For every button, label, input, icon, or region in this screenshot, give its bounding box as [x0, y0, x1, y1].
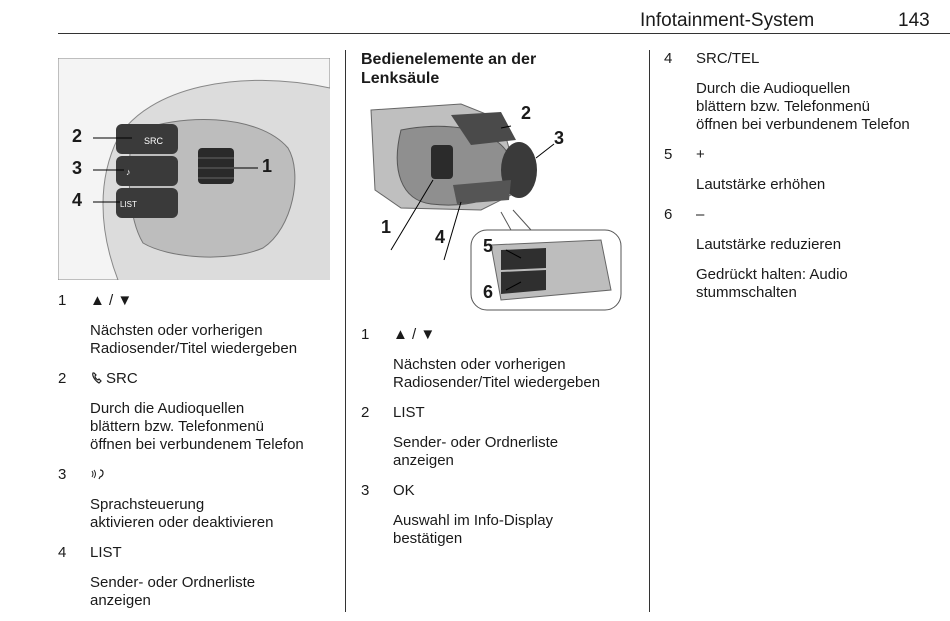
item-description: Sprachsteuerung aktivieren oder deaktivieren [90, 496, 274, 531]
list-item: 4 SRC/TEL [664, 50, 760, 67]
callout-6: 6 [483, 282, 494, 302]
item-description: Lautstärke erhöhen [696, 176, 826, 193]
item-description: Sender- oder Ordnerliste anzeigen [393, 434, 559, 469]
list-button-label: LIST [120, 200, 137, 209]
column-3 [664, 40, 950, 302]
item-description: Lautstärke reduzieren [696, 236, 842, 253]
page-header [0, 8, 950, 34]
column-divider-1 [345, 50, 346, 612]
list-item: 5 + [664, 146, 705, 163]
list-item: 2 LIST [361, 404, 425, 421]
svg-text:♪: ♪ [126, 167, 131, 177]
page-number: 143 [898, 10, 930, 31]
item-description: Nächsten oder vorherigen Radiosender/Titel wiedergeben [393, 356, 601, 391]
header-rule [58, 33, 950, 34]
column-1 [58, 40, 338, 610]
callout-3: 3 [554, 128, 565, 148]
item-description: Sender- oder Ordnerliste anzeigen [90, 574, 256, 609]
steering-column-illustration [361, 100, 627, 314]
callout-4: 4 [72, 190, 83, 210]
item-description: Auswahl im Info-Display bestätigen [393, 512, 554, 547]
list-item: 2 SRC [58, 370, 138, 387]
callout-2: 2 [521, 103, 532, 123]
phone-icon [90, 371, 104, 385]
callout-4: 4 [435, 227, 446, 247]
list-item: 4 LIST [58, 544, 122, 561]
callout-3: 3 [72, 158, 83, 178]
list-item: 3 [58, 466, 338, 484]
steering-column-figure [361, 100, 627, 314]
list-item: 3 OK [361, 482, 415, 499]
callout-2: 2 [72, 126, 83, 146]
item-description: Durch die Audioquellen blättern bzw. Telefonmenü öffnen bei verbundenem Telefon [696, 80, 910, 133]
item-description: Gedrückt halten: Audio stummschalten [696, 266, 848, 301]
item-description: Durch die Audioquellen blättern bzw. Telefonmenü öffnen bei verbundenem Telefon [90, 400, 304, 453]
item-description: Nächsten oder vorherigen Radiosender/Titel wiedergeben [90, 322, 298, 357]
callout-5: 5 [483, 236, 494, 256]
steering-wheel-illustration [58, 58, 330, 280]
section-heading: Bedienelemente an der Lenksäule [361, 51, 537, 87]
voice-icon [90, 467, 106, 481]
callout-1: 1 [262, 156, 273, 176]
section-title: Infotainment-System [640, 10, 815, 31]
steering-wheel-figure [58, 58, 330, 280]
src-button-label: SRC [144, 136, 164, 146]
list-item: 1 ▲ / ▼ [361, 326, 436, 343]
column-divider-2 [649, 50, 650, 612]
callout-1: 1 [381, 217, 392, 237]
column-2 [361, 40, 641, 548]
list-item: 1 ▲ / ▼ [58, 292, 133, 309]
list-item: 6 – [664, 206, 705, 223]
